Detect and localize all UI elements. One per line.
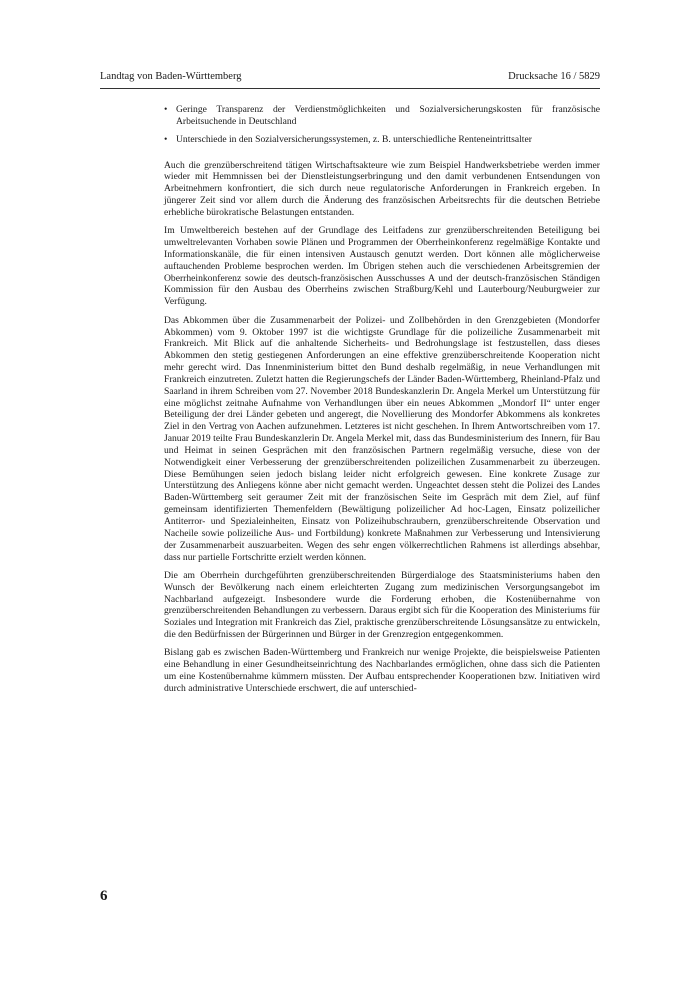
paragraph-police-cooperation: Das Abkommen über die Zusammenarbeit der Polizei- und Zollbehörden in den Grenzgebieten (Mondorfer Abkommen) vom 9. Oktober 1997 ist die wichtigste Grundlage für die polizeiliche Zusammenarbeit mit Frankreich. Mit Blick auf die anhaltende Sicherheits- und Bedrohungslage ist festzustellen, dass dieses Abkommen den stetig gestiegenen Anforderungen an eine effektive grenzüberschreitende Kooperation nicht mehr gerecht wird. Das Innenministerium bittet den Bund deshalb regelmäßig, in neue Verhandlungen mit Frankreich einzutreten. Zuletzt hatten die Regierungschefs der Länder Baden-Württemberg, Rheinland-Pfalz und Saarland in ihrem Schreiben vom 27. November 2018 Bundeskanzlerin Dr. Angela Merkel um Unterstützung für eine möglichst zeitnahe Aufnahme von Verhandlungen über ein neues Abkommen „Mondorf II“ unter enger Beteiligung der drei Länder gebeten und angeregt, die Novellierung des Mondorfer Abkommens als konkretes Ziel in den Vertrag von Aachen aufzunehmen. Letzteres ist nicht geschehen. In Ihrem Antwortschreiben vom 17. Januar 2019 teilte Frau Bundeskanzlerin Dr. Angela Merkel mit, dass das Bundesministerium des Innern, für Bau und Heimat in seinen Gesprächen mit den französischen Partnern regelmäßig versuche, diese von der Notwendigkeit einer Verbesserung der grenzüberschreitenden polizeilichen Zusammenarbeit zu überzeugen. Diese Bemühungen seien jedoch bislang leider nicht erfolgreich gewesen. Eine konkrete Zusage zur Unterstützung des Anliegens könne aber nicht gemacht werden. Ungeachtet dessen steht die Polizei des Landes Baden-Württemberg seit geraumer Zeit mit der französischen Seite im Gespräch mit dem Ziel, auf fünf gemeinsam identifizierten Themenfeldern (Bewältigung polizeilicher Ad hoc-Lagen, Einsatz polizeilicher Antiterror- und Spezialeinheiten, Einsatz von Polizeihubschraubern, grenzüberschreitende Observation und Nacheile sowie polizeiliche Aus- und Fortbildung) konkrete Maßnahmen zur Verbesserung und Intensivierung der Zusammenarbeit auszuarbeiten. Wegen des sehr engen völkerrechtlichen Rahmens ist allerdings absehbar, dass nur partielle Fortschritte erzielt werden können. — [164, 314, 600, 563]
page-body — [164, 104, 600, 701]
bullet-list — [164, 104, 600, 146]
bullet-item — [164, 104, 600, 128]
bullet-item — [164, 134, 600, 146]
paragraph-environment: Im Umweltbereich bestehen auf der Grundlage des Leitfadens zur grenzüberschreitenden Beteiligung bei umweltrelevanten Vorhaben sowie Plänen und Programmen der Oberrheinkonferenz regelmäßige Kontakte und Informationskanäle, die für einen intensiven Austausch genutzt werden. Dort können alle möglicherweise auftauchenden Probleme besprochen werden. Im Übrigen stehen auch die verschiedenen Arbeitsgremien der Oberrheinkonferenz sowie des deutsch-französischen Ausschusses A und der deutsch-französischen Ständigen Kommission für den Ausbau des Oberrheins zwischen Straßburg/Kehl und Lauterbourg/Neuburgweier zur Verfügung. — [164, 225, 600, 308]
header-publisher: Landtag von Baden-Württemberg — [100, 71, 242, 82]
bullet-text: Unterschiede in den Sozialversicherungssystemen, z. B. unterschiedliche Renteneintrittsalter — [176, 133, 532, 145]
paragraph-health-projects: Bislang gab es zwischen Baden-Württemberg und Frankreich nur wenige Projekte, die beispielsweise Patienten eine Behandlung in einer Gesundheitseinrichtung des Nachbarlandes ermöglichen, ohne dass sich die Patienten um eine Kostenübernahme kümmern müssten. Der Aufbau entsprechender Kooperationen bzw. Initiativen wird durch administrative Unterschiede erschwert, die auf unterschied- — [164, 647, 600, 694]
header-document-number: Drucksache 16 / 5829 — [508, 71, 600, 82]
header-divider — [100, 88, 600, 89]
running-header — [100, 70, 600, 87]
bullet-text: Geringe Transparenz der Verdienstmöglichkeiten und Sozialversicherungskosten für französische Arbeitsuchende in Deutschland — [176, 104, 600, 127]
bullet-icon: • — [164, 133, 168, 145]
paragraph-citizen-dialogues: Die am Oberrhein durchgeführten grenzüberschreitenden Bürgerdialoge des Staatsministeriums haben den Wunsch der Bevölkerung nach einem erleichterten Zugang zum medizinischen Versorgungsangebot im Nachbarland aufgezeigt. Insbesondere wurde die Forderung erhoben, die Kostenübernahme von grenzüberschreitenden Behandlungen zu verbessern. Daraus ergibt sich für die Kooperation des Ministeriums für Soziales und Integration mit Frankreich das Ziel, praktische grenzüberschreitende Lösungsansätze zu entwickeln, die den Bedürfnissen der Bürgerinnen und Bürger in der Grenzregion entgegenkommen. — [164, 569, 600, 641]
page-number: 6 — [100, 888, 108, 904]
paragraph-trade-barriers: Auch die grenzüberschreitend tätigen Wirtschaftsakteure wie zum Beispiel Handwerksbetriebe werden immer wieder mit Hemmnissen bei der Dienstleistungserbringung und den damit verbundenen Entsendungen von Arbeitnehmern konfrontiert, die sich durch neue regulatorische Anforderungen in Frankreich ergeben. In jüngerer Zeit sind vor allem durch die Änderung des französischen Arbeitsrechts für die deutschen Betriebe erhebliche bürokratische Belastungen entstanden. — [164, 159, 600, 218]
bullet-icon: • — [164, 104, 168, 115]
